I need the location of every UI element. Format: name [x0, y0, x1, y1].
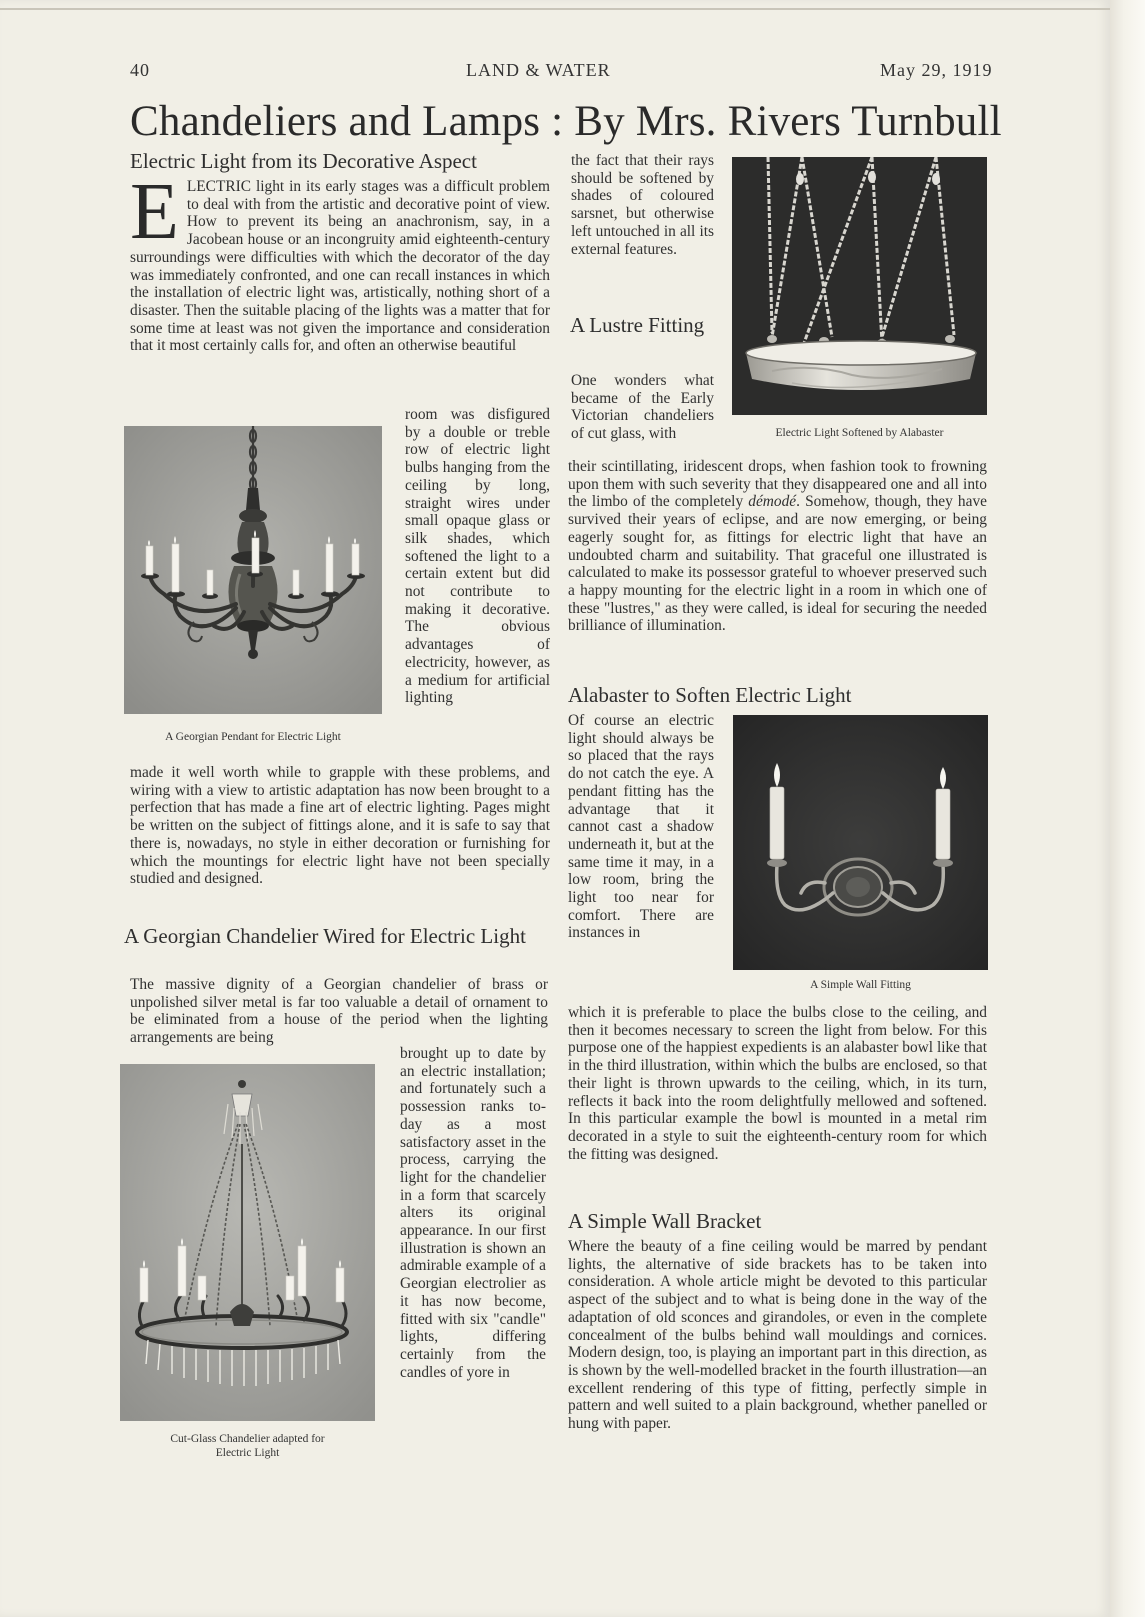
- caption-wall-fitting: A Simple Wall Fitting: [810, 979, 911, 991]
- publication-name: LAND & WATER: [466, 60, 611, 80]
- col2-top-paragraph: the fact that their rays should be softened by shades of coloured sarsnet, but otherwise left untouched in all its external features.: [571, 152, 714, 258]
- page-edge: [1110, 0, 1145, 1617]
- wall-fitting-image: [733, 715, 988, 970]
- intro-wrap-paragraph: room was disfigured by a double or treble row of electric light bulbs hanging from the ceiling by long, straight wires under small opaque glass or silk shades, which softened the light to a certain extent but did not contribute to making it decorative. The obvious advantages of electricity, however, as a medium for artificial lighting: [405, 406, 550, 707]
- intro-tail-paragraph: made it well worth while to grapple with these problems, and wiring with a view to artistic adaptation has now been brought to a perfection that has made a fine art of electric lighting. Pages might be written on the subject of fittings alone, and it is safe to say that there is, nowadays, no style in either decoration or furnishing for which the mountings for electric light have not been specially studied and designed.: [130, 764, 550, 888]
- georgian-pendant-image: [124, 426, 382, 714]
- alabaster-full-paragraph: which it is preferable to place the bulbs close to the ceiling, and then it becomes necessary to screen the light from below. For this purpose one of the happiest expedients is an alabaster bowl like that in the third illustration, within which the bulbs are enclosed, so that their light is thrown upwards to the ceiling, which, in its turn, reflects it back into the room delightfully mellowed and softened. In this particular example the bowl is mounted in a metal rim decorated in a style to suit the eighteenth-century room for which the fitting was designed.: [568, 1004, 987, 1163]
- article-title: Chandeliers and Lamps : By Mrs. Rivers Turnbull: [130, 98, 1002, 145]
- photo-cut-glass-chandelier: [120, 1064, 375, 1421]
- lustre-italic-word: démodé: [748, 493, 797, 511]
- heading-georgian-chandelier: A Georgian Chandelier Wired for Electric Light: [124, 924, 526, 948]
- article-subtitle: Electric Light from its Decorative Aspect: [130, 149, 477, 173]
- intro-lead-text: LECTRIC light in its early stages was a difficult problem to deal with from the artistic and decorative point of view. How to prevent its being an anachronism, say, in a Jacobean house or an incongruity amid eighteenth-century surroundings were difficulties with which the decorator of the day was immediately confronted, and one can recall instances in which the installation of electric light was, artistically, nothing short of a disaster. Then the suitable placing of the lights was a matter that for some time at least was not given the importance and consideration that it most certainly calls for, and often an otherwise beautiful: [130, 178, 550, 355]
- page-number: 40: [130, 60, 150, 80]
- photo-wall-fitting: [733, 715, 988, 970]
- alabaster-wrap-paragraph: Of course an electric light should always be so placed that the rays do not catch the eye. A pendant fitting has the advantage that it cannot cast a shadow underneath it, but at the same time it may, in a low room, bring the light too near for comfort. There are instances in: [568, 712, 714, 942]
- photo-alabaster-bowl: [732, 157, 987, 415]
- caption-cut-glass-chandelier: [120, 1432, 375, 1460]
- georgian-lead-paragraph: The massive dignity of a Georgian chandelier of brass or unpolished silver metal is far too valuable a detail of ornament to be eliminated from a house of the period when the lighting arrangements are being: [130, 976, 548, 1047]
- lustre-full-paragraph: [568, 458, 987, 635]
- drop-cap: E: [130, 168, 179, 256]
- heading-lustre-fitting: A Lustre Fitting: [570, 313, 705, 337]
- cut-glass-chandelier-image: [120, 1064, 375, 1421]
- georgian-wrap-paragraph: brought up to date by an electric installation; and fortunately such a possession ranks to-day as a most satisfactory asset in the process, carrying the light for the chandelier in a form that scarcely alters its original appearance. In our first illustration is shown an admirable example of a Georgian electrolier as it has now become, fitted with six "candle" lights, differing certainly from the candles of yore in: [400, 1045, 546, 1381]
- lustre-text-after: . Somehow, though, they have survived their years of eclipse, and are now emerging, or being eagerly sought for, as fittings for electric light that have an undoubted charm and suitability. That graceful one illustrated is calculated to make its possessor grateful to whoever preserved such a happy mounting for the electric light in a room in which one of these "lustres," as they were called, is ideal for securing the needed brilliance of illumination.: [568, 493, 987, 635]
- caption-cut-glass-line1: Cut-Glass Chandelier adapted for: [170, 1433, 325, 1445]
- page-top-rule: [0, 8, 1110, 10]
- caption-cut-glass-line2: Electric Light: [215, 1447, 280, 1459]
- heading-alabaster: Alabaster to Soften Electric Light: [568, 683, 852, 707]
- photo-georgian-pendant: [124, 426, 382, 714]
- heading-wall-bracket: A Simple Wall Bracket: [568, 1209, 762, 1233]
- intro-paragraph: [130, 168, 550, 355]
- issue-date: May 29, 1919: [880, 60, 993, 80]
- lustre-wrap-paragraph: One wonders what became of the Early Victorian chandeliers of cut glass, with: [571, 372, 714, 443]
- caption-alabaster-bowl: Electric Light Softened by Alabaster: [775, 427, 944, 439]
- alabaster-bowl-image: [732, 157, 987, 415]
- lustre-text-before: their scintillating, iridescent drops, when fashion took to frowning upon them with such severity that they disappeared one and all into the limbo of the completely: [568, 458, 987, 511]
- wall-bracket-paragraph: Where the beauty of a fine ceiling would be marred by pendant lights, the alternative of side brackets has to be taken into consideration. A whole article might be devoted to this particular aspect of the subject and to what is being done in the way of the adaptation of old sconces and girandoles, or even in the complete concealment of the bulbs behind wall mouldings and cornices. Modern design, too, is playing an important part in this direction, as is shown by the well-modelled bracket in the fourth illustration—an excellent rendering of this type of fitting, perfectly simple in pattern and well suited to a plain background, whether panelled or hung with paper.: [568, 1238, 987, 1433]
- caption-georgian-pendant: A Georgian Pendant for Electric Light: [165, 731, 341, 743]
